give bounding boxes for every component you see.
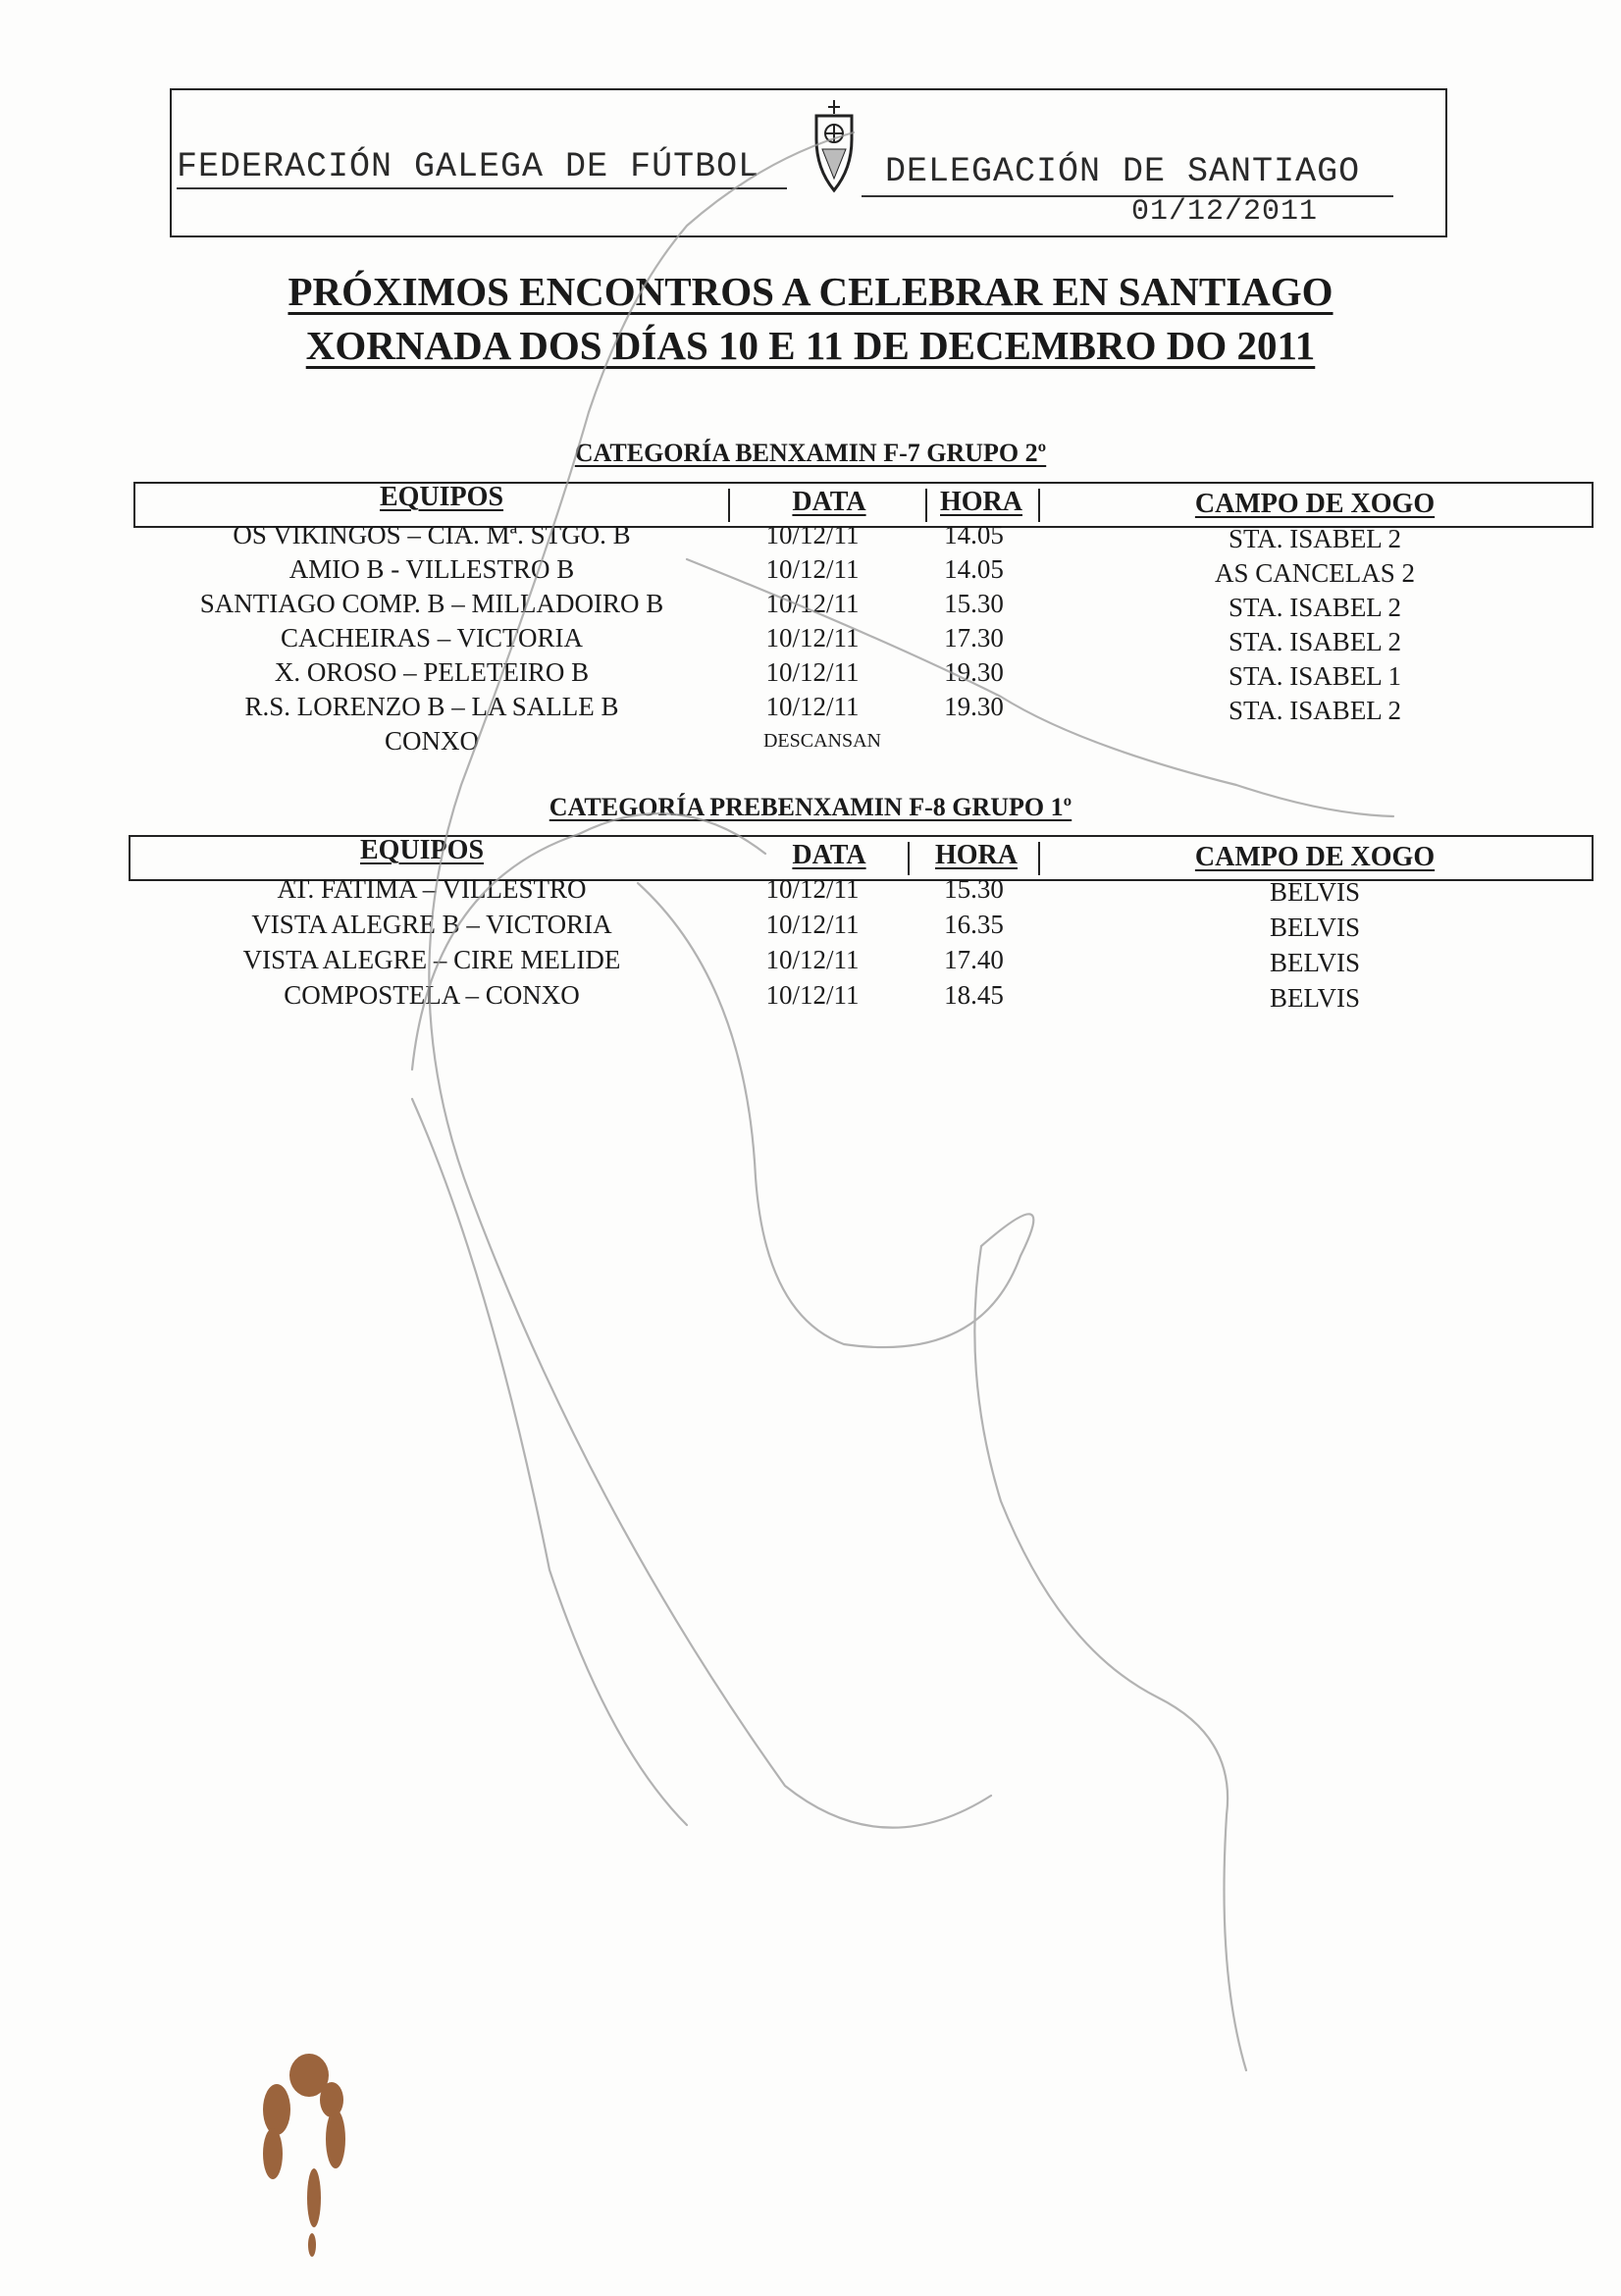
table-row [0, 980, 1621, 1016]
category-title-prebenxamin: CATEGORÍA PREBENXAMIN F-8 GRUPO 1º [549, 793, 1072, 821]
match-date: 10/12/11 [765, 657, 860, 687]
category-title-benxamin: CATEGORÍA BENXAMIN F-7 GRUPO 2º [574, 439, 1047, 467]
match-time: 14.05 [944, 520, 1004, 549]
match-field: BELVIS [1269, 948, 1361, 977]
document-date: 01/12/2011 [1131, 195, 1319, 229]
match-date: 10/12/11 [765, 945, 860, 974]
match-time: 19.30 [944, 692, 1004, 721]
delegation-name: DELEGACIÓN DE SANTIAGO [885, 152, 1361, 191]
match-time: 17.30 [944, 623, 1004, 652]
column-header-teams: EQUIPOS [359, 835, 485, 865]
match-time: 15.30 [944, 874, 1004, 904]
match-date: 10/12/11 [765, 589, 860, 618]
match-field: AS CANCELAS 2 [1214, 558, 1416, 588]
match-teams: AT. FATIMA – VILLESTRO [277, 874, 587, 904]
table-row [0, 692, 1621, 727]
match-date: 10/12/11 [765, 520, 860, 549]
match-teams: SANTIAGO COMP. B – MILLADOIRO B [199, 589, 664, 618]
table-row [0, 520, 1621, 555]
table-row [0, 554, 1621, 590]
table-row [0, 623, 1621, 658]
column-header-teams: EQUIPOS [379, 482, 504, 512]
column-header-field: CAMPO DE XOGO [1194, 489, 1436, 519]
match-time: 16.35 [944, 910, 1004, 939]
page-subtitle: XORNADA DOS DÍAS 10 E 11 DE DECEMBRO DO 2011 [305, 323, 1316, 368]
rest-label: DESCANSAN [762, 730, 882, 752]
column-header-date: DATA [792, 840, 866, 870]
match-date: 10/12/11 [765, 874, 860, 904]
match-field: BELVIS [1269, 983, 1361, 1013]
column-header-date: DATA [792, 487, 866, 517]
table-row-rest [0, 726, 1621, 761]
match-time: 14.05 [944, 554, 1004, 584]
match-teams: R.S. LORENZO B – LA SALLE B [244, 692, 619, 721]
column-header-time: HORA [935, 840, 1018, 870]
column-divider [728, 489, 730, 522]
match-time: 17.40 [944, 945, 1004, 974]
match-teams: VISTA ALEGRE B – VICTORIA [251, 910, 612, 939]
match-teams: CACHEIRAS – VICTORIA [280, 623, 584, 652]
match-date: 10/12/11 [765, 554, 860, 584]
match-time: 19.30 [944, 657, 1004, 687]
resting-team: CONXO [384, 726, 479, 756]
match-teams: X. OROSO – PELETEIRO B [274, 657, 590, 687]
match-date: 10/12/11 [765, 980, 860, 1010]
match-date: 10/12/11 [765, 623, 860, 652]
column-header-time: HORA [940, 487, 1022, 517]
table-row [0, 589, 1621, 624]
page-title: PRÓXIMOS ENCONTROS A CELEBRAR EN SANTIAGO [288, 269, 1333, 314]
match-field: STA. ISABEL 2 [1228, 627, 1402, 656]
table-row [0, 945, 1621, 980]
match-date: 10/12/11 [765, 692, 860, 721]
table-row [0, 657, 1621, 693]
column-header-field: CAMPO DE XOGO [1194, 842, 1436, 872]
federation-crest-logo [810, 100, 858, 194]
table-row [0, 910, 1621, 945]
federation-name: FEDERACIÓN GALEGA DE FÚTBOL [177, 147, 760, 186]
match-time: 15.30 [944, 589, 1004, 618]
match-teams: COMPOSTELA – CONXO [284, 980, 580, 1010]
match-field: STA. ISABEL 2 [1228, 524, 1402, 553]
match-field: STA. ISABEL 2 [1228, 593, 1402, 622]
match-field: STA. ISABEL 1 [1228, 661, 1402, 691]
table-row [0, 874, 1621, 910]
match-field: BELVIS [1269, 913, 1361, 942]
match-teams: VISTA ALEGRE – CIRE MELIDE [242, 945, 621, 974]
header-underline-left [177, 187, 787, 189]
match-field: STA. ISABEL 2 [1228, 696, 1402, 725]
match-teams: OS VIKINGOS – CIA. Mª. STGO. B [233, 520, 631, 549]
match-time: 18.45 [944, 980, 1004, 1010]
match-date: 10/12/11 [765, 910, 860, 939]
coffee-stain [235, 2041, 383, 2276]
match-field: BELVIS [1269, 877, 1361, 907]
match-teams: AMIO B - VILLESTRO B [288, 554, 575, 584]
